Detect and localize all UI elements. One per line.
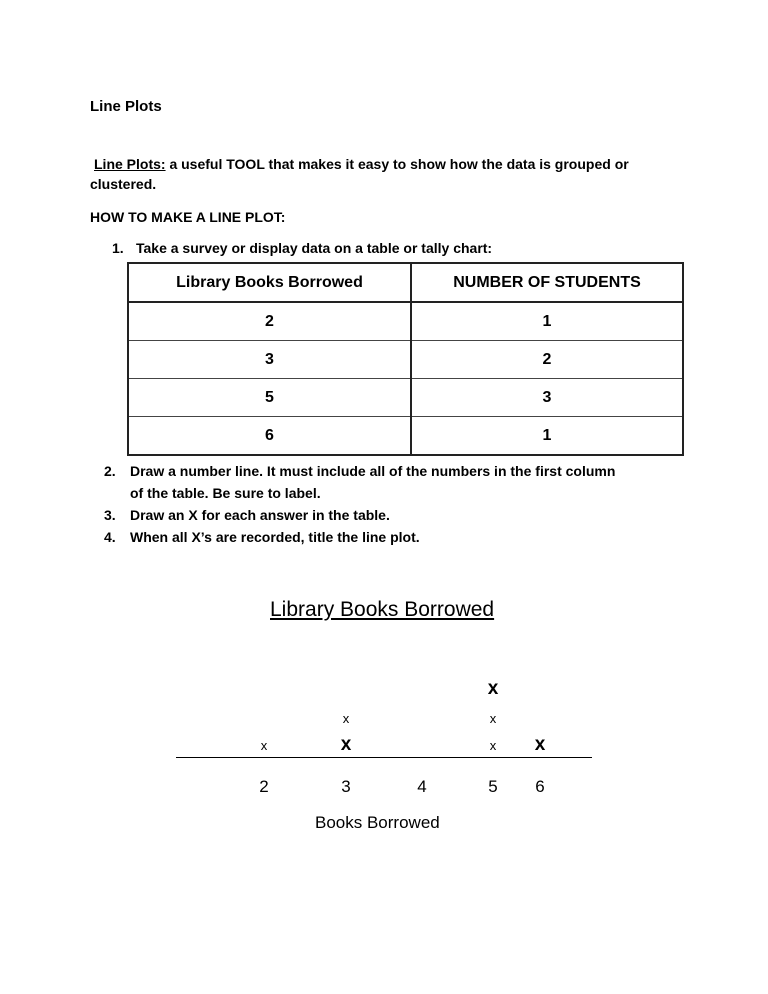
x-mark: x bbox=[340, 734, 352, 755]
chart-title: Library Books Borrowed bbox=[270, 598, 495, 621]
step-2-continuation: of the table. Be sure to label. bbox=[130, 485, 321, 501]
step-3-text: Draw an X for each answer in the table. bbox=[130, 507, 390, 523]
x-tick-label: 6 bbox=[535, 777, 545, 796]
x-mark: x bbox=[342, 711, 350, 726]
table-cell: 5 bbox=[128, 379, 411, 417]
x-mark: x bbox=[489, 711, 497, 726]
number-line bbox=[176, 757, 592, 758]
step-4 bbox=[104, 526, 724, 548]
table-cell: 1 bbox=[411, 302, 683, 341]
table-cell: 1 bbox=[411, 417, 683, 456]
how-to-heading: HOW TO MAKE A LINE PLOT: bbox=[90, 209, 286, 225]
x-mark: x bbox=[260, 738, 268, 753]
table-header-books: Library Books Borrowed bbox=[128, 263, 411, 302]
definition-term: Line Plots: bbox=[94, 156, 166, 172]
x-tick-label: 3 bbox=[341, 777, 351, 796]
x-mark: x bbox=[487, 678, 499, 699]
step-1-text: Take a survey or display data on a table or tally chart: bbox=[136, 240, 493, 256]
x-mark: x bbox=[534, 734, 546, 755]
step-3-number: 3. bbox=[104, 507, 116, 523]
steps-list bbox=[104, 460, 724, 548]
table-row bbox=[128, 379, 683, 417]
table-header-students: NUMBER OF STUDENTS bbox=[411, 263, 683, 302]
table-row bbox=[128, 302, 683, 341]
table-cell: 2 bbox=[411, 341, 683, 379]
x-tick-label: 4 bbox=[417, 777, 427, 796]
step-2-number: 2. bbox=[104, 463, 116, 479]
x-tick-label: 2 bbox=[259, 777, 269, 796]
x-axis-label: Books Borrowed bbox=[315, 813, 440, 832]
definition bbox=[90, 154, 690, 194]
step-3 bbox=[104, 504, 724, 526]
step-2 bbox=[104, 460, 724, 482]
table-row bbox=[128, 417, 683, 456]
table-row bbox=[128, 341, 683, 379]
step-4-number: 4. bbox=[104, 529, 116, 545]
step-2-text: Draw a number line. It must include all of the numbers in the first column bbox=[130, 463, 616, 479]
definition-text: a useful TOOL that makes it easy to show how the data is grouped or clustered. bbox=[90, 156, 629, 192]
table-header-row bbox=[128, 263, 683, 302]
step-1 bbox=[112, 240, 492, 256]
page-title: Line Plots bbox=[90, 98, 162, 115]
table-cell: 2 bbox=[128, 302, 411, 341]
step-4-text: When all X’s are recorded, title the line plot. bbox=[130, 529, 420, 545]
table-cell: 3 bbox=[411, 379, 683, 417]
step-1-number: 1. bbox=[112, 240, 124, 256]
x-mark: x bbox=[489, 738, 497, 753]
table-cell: 6 bbox=[128, 417, 411, 456]
x-tick-label: 5 bbox=[488, 777, 498, 796]
data-table bbox=[127, 262, 684, 456]
table-cell: 3 bbox=[128, 341, 411, 379]
